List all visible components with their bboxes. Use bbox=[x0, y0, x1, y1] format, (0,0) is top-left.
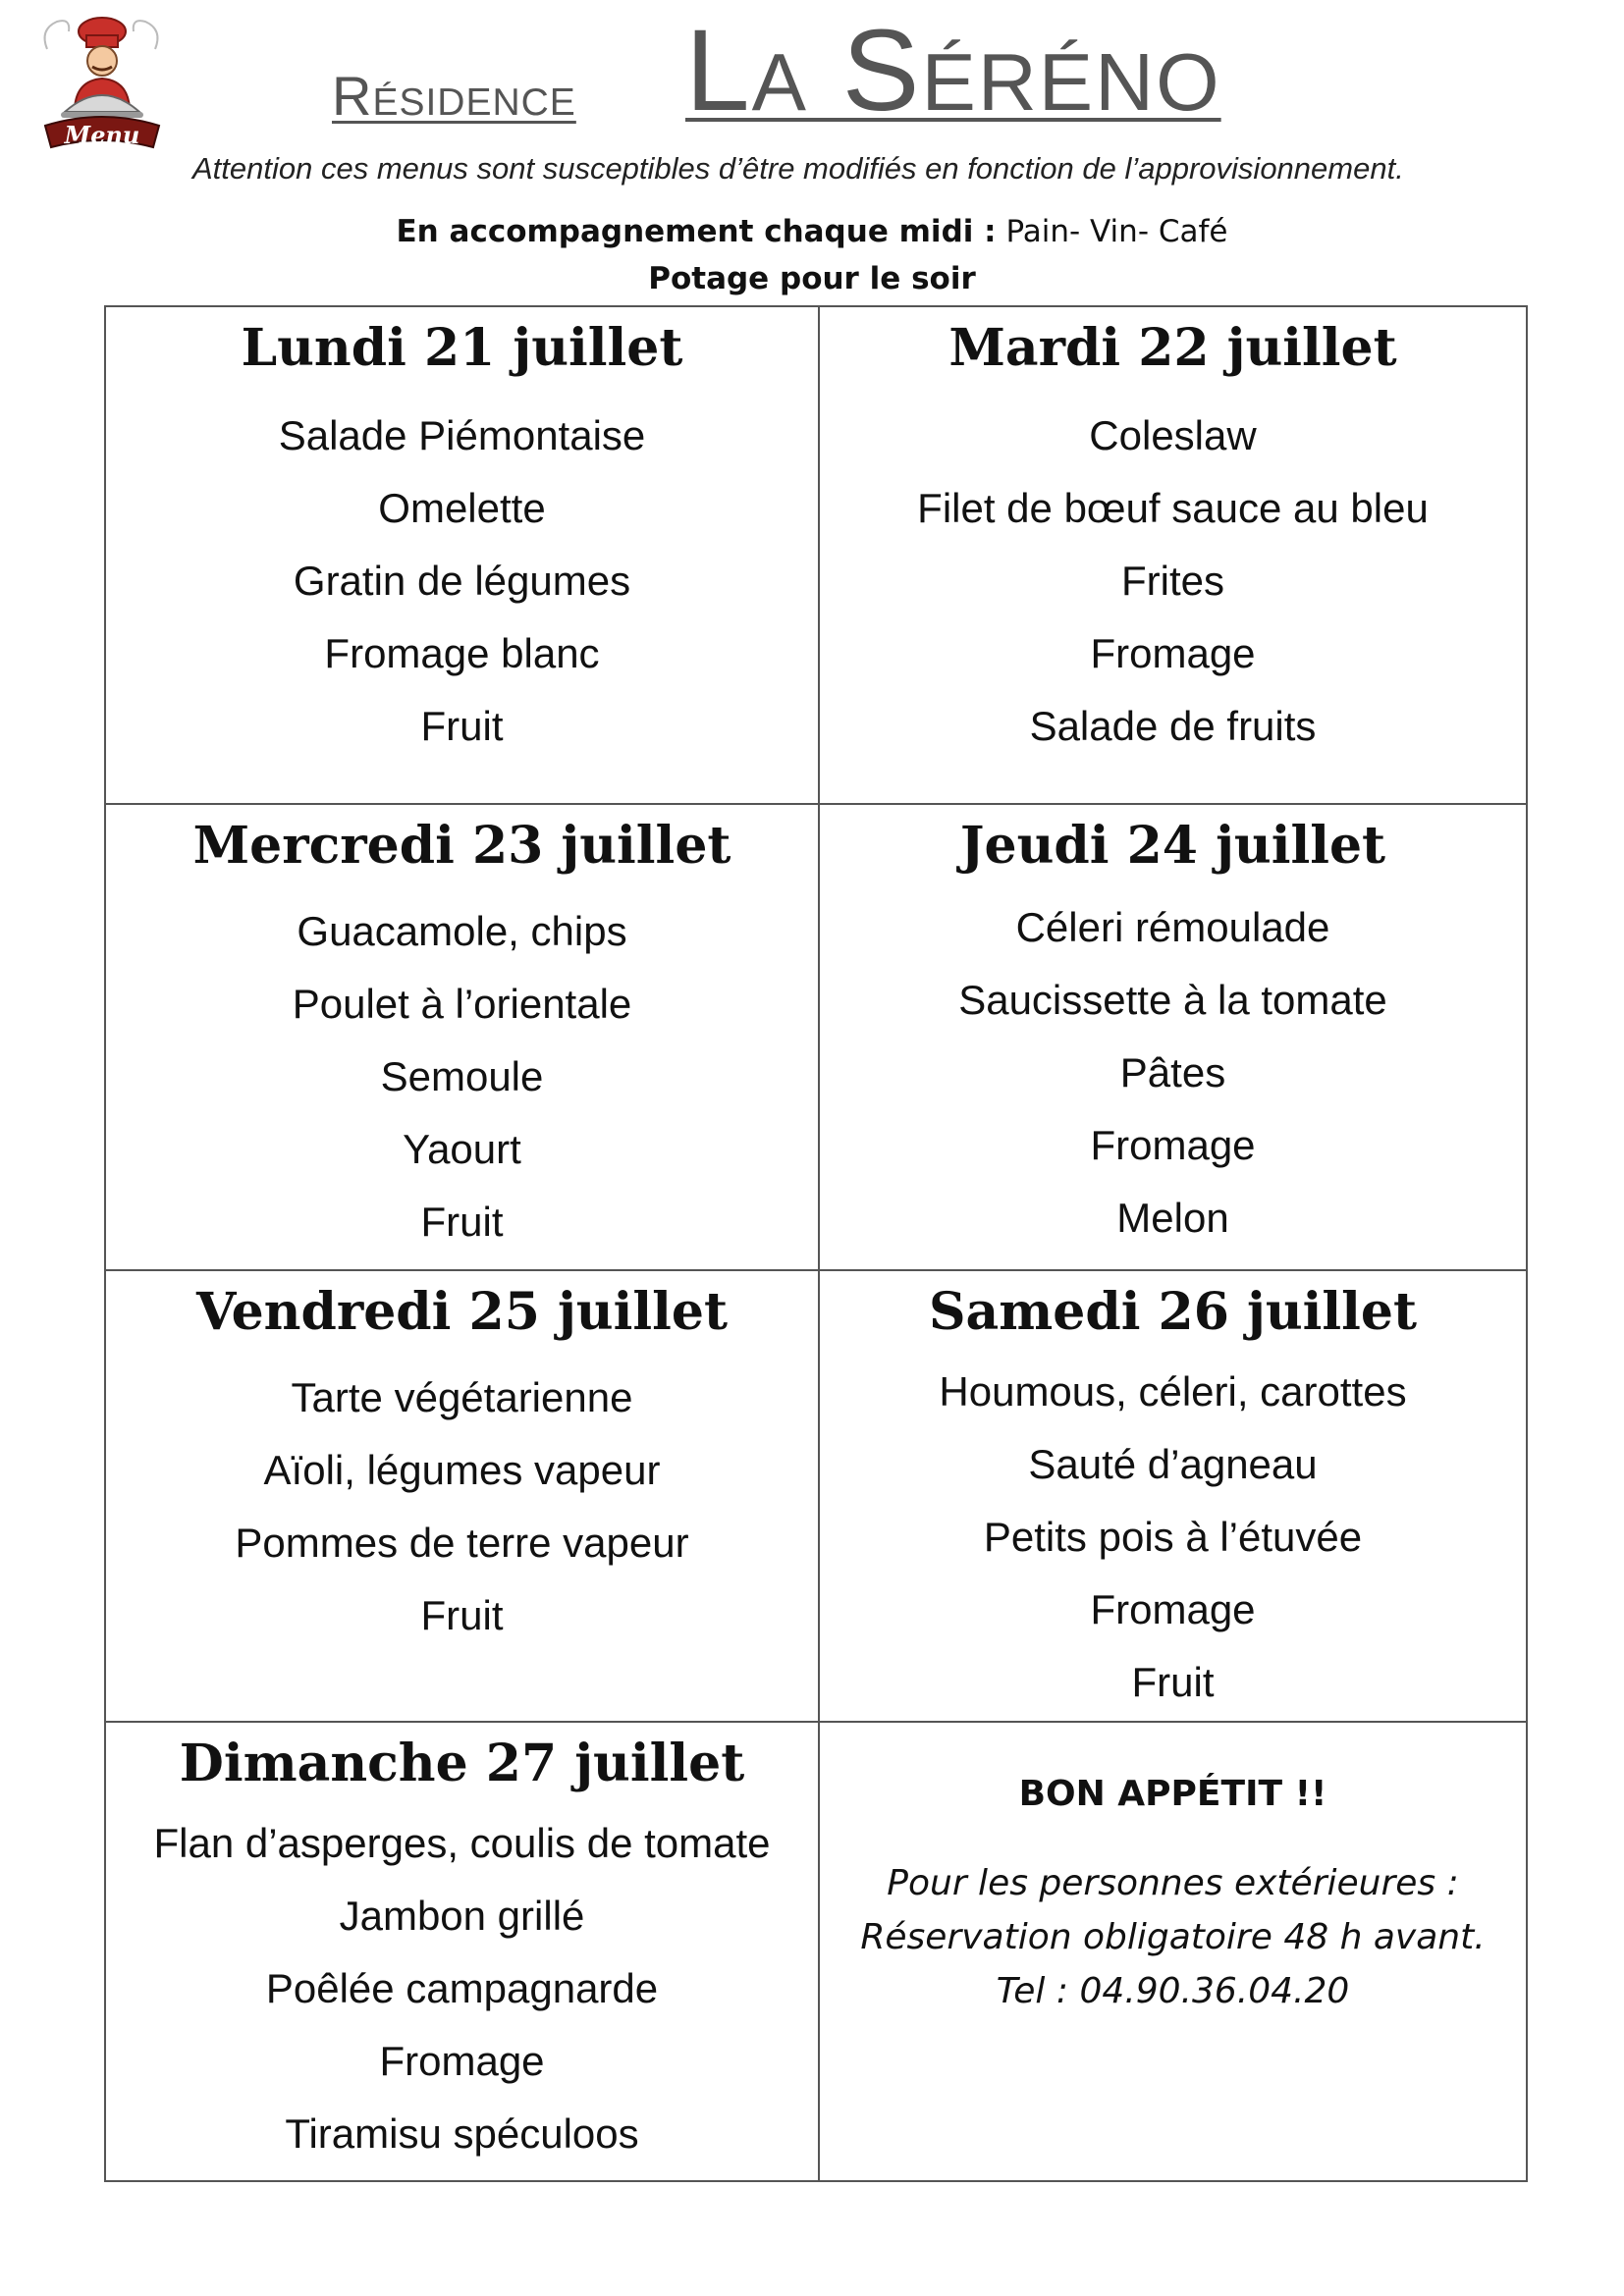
day-cell-lundi bbox=[106, 307, 818, 803]
day-title: Dimanche 27 juillet bbox=[179, 1734, 745, 1793]
dish-item: Jambon grillé bbox=[339, 1893, 585, 1939]
dish-item: Pâtes bbox=[1119, 1049, 1226, 1095]
dish-item: Salade de fruits bbox=[1029, 703, 1317, 749]
day-title: Lundi 21 juillet bbox=[241, 318, 683, 378]
chef-menu-logo-icon bbox=[35, 10, 169, 167]
day-title: Jeudi 24 juillet bbox=[959, 816, 1386, 876]
dish-item: Aïoli, légumes vapeur bbox=[263, 1447, 661, 1493]
title-la-sereno: La Séréno bbox=[685, 6, 1221, 135]
dish-item: Semoule bbox=[380, 1053, 544, 1099]
dish-item: Pommes de terre vapeur bbox=[235, 1520, 689, 1566]
dish-item: Yaourt bbox=[403, 1126, 521, 1172]
external-guests-text: Pour les personnes extérieures : bbox=[887, 1863, 1459, 1903]
dish-item: Sauté d’agneau bbox=[1028, 1441, 1318, 1487]
dish-item: Omelette bbox=[378, 485, 546, 531]
day-cell-samedi bbox=[818, 1269, 1526, 1721]
dish-item: Fruit bbox=[420, 703, 504, 749]
day-title: Mercredi 23 juillet bbox=[192, 816, 731, 876]
dish-item: Poêlée campagnarde bbox=[265, 1965, 659, 2011]
day-title: Samedi 26 juillet bbox=[928, 1282, 1418, 1342]
dish-item: Coleslaw bbox=[1089, 412, 1257, 458]
dish-list bbox=[820, 891, 1526, 1255]
dish-item: Fromage blanc bbox=[324, 630, 600, 676]
day-cell-mardi bbox=[818, 307, 1526, 803]
dish-item: Saucissette à la tomate bbox=[958, 977, 1387, 1023]
dish-item: Gratin de légumes bbox=[293, 558, 631, 604]
dish-item: Poulet à l’orientale bbox=[292, 981, 632, 1027]
dish-item: Guacamole, chips bbox=[297, 908, 627, 954]
dish-item: Melon bbox=[1116, 1195, 1229, 1241]
dish-item: Fruit bbox=[420, 1592, 504, 1638]
dish-list bbox=[820, 1356, 1526, 1719]
dish-item: Salade Piémontaise bbox=[278, 412, 646, 458]
residence-title bbox=[324, 6, 1267, 135]
dish-item: Céleri rémoulade bbox=[1015, 904, 1330, 950]
bon-appetit-text: BON APPÉTIT !! bbox=[1018, 1774, 1327, 1814]
weekly-menu-table bbox=[104, 305, 1528, 2182]
day-cell-mercredi bbox=[106, 803, 818, 1269]
dish-item: Houmous, céleri, carottes bbox=[939, 1368, 1407, 1415]
dish-item: Flan d’asperges, coulis de tomate bbox=[153, 1820, 771, 1866]
dish-list bbox=[820, 400, 1526, 763]
dish-item: Filet de bœuf sauce au bleu bbox=[917, 485, 1429, 531]
reservation-text: Réservation obligatoire 48 h avant. bbox=[860, 1917, 1486, 1957]
accompaniment-value: Pain- Vin- Café bbox=[1005, 214, 1228, 249]
dish-item: Petits pois à l’étuvée bbox=[983, 1514, 1363, 1560]
dish-list bbox=[106, 895, 818, 1258]
dish-item: Fromage bbox=[1090, 1122, 1256, 1168]
supply-notice: Attention ces menus sont susceptibles d’être modifiés en fonction de l’approvisionnement. bbox=[192, 151, 1404, 186]
dish-item: Fromage bbox=[1090, 1586, 1256, 1632]
evening-soup-line: Potage pour le soir bbox=[648, 261, 976, 296]
accompaniment-line bbox=[0, 214, 1624, 249]
day-title: Vendredi 25 juillet bbox=[196, 1282, 728, 1342]
dish-list bbox=[106, 400, 818, 763]
day-cell-dimanche bbox=[106, 1721, 818, 2180]
title-residence: Résidence bbox=[332, 65, 576, 127]
dish-item: Fruit bbox=[1131, 1659, 1215, 1705]
dish-item: Frites bbox=[1121, 558, 1224, 604]
dish-item: Fromage bbox=[379, 2038, 545, 2084]
day-title: Mardi 22 juillet bbox=[948, 318, 1397, 378]
logo-text: Menu bbox=[64, 121, 140, 149]
dish-list bbox=[106, 1807, 818, 2170]
day-cell-vendredi bbox=[106, 1269, 818, 1721]
dish-list bbox=[106, 1362, 818, 1652]
info-cell bbox=[818, 1721, 1526, 2180]
day-cell-jeudi bbox=[818, 803, 1526, 1269]
phone-number: Tel : 04.90.36.04.20 bbox=[996, 1971, 1350, 2011]
accompaniment-label: En accompagnement chaque midi : bbox=[396, 214, 997, 249]
dish-item: Tarte végétarienne bbox=[291, 1374, 633, 1420]
dish-item: Fruit bbox=[420, 1199, 504, 1245]
dish-item: Tiramisu spéculoos bbox=[285, 2110, 639, 2157]
dish-item: Fromage bbox=[1090, 630, 1256, 676]
